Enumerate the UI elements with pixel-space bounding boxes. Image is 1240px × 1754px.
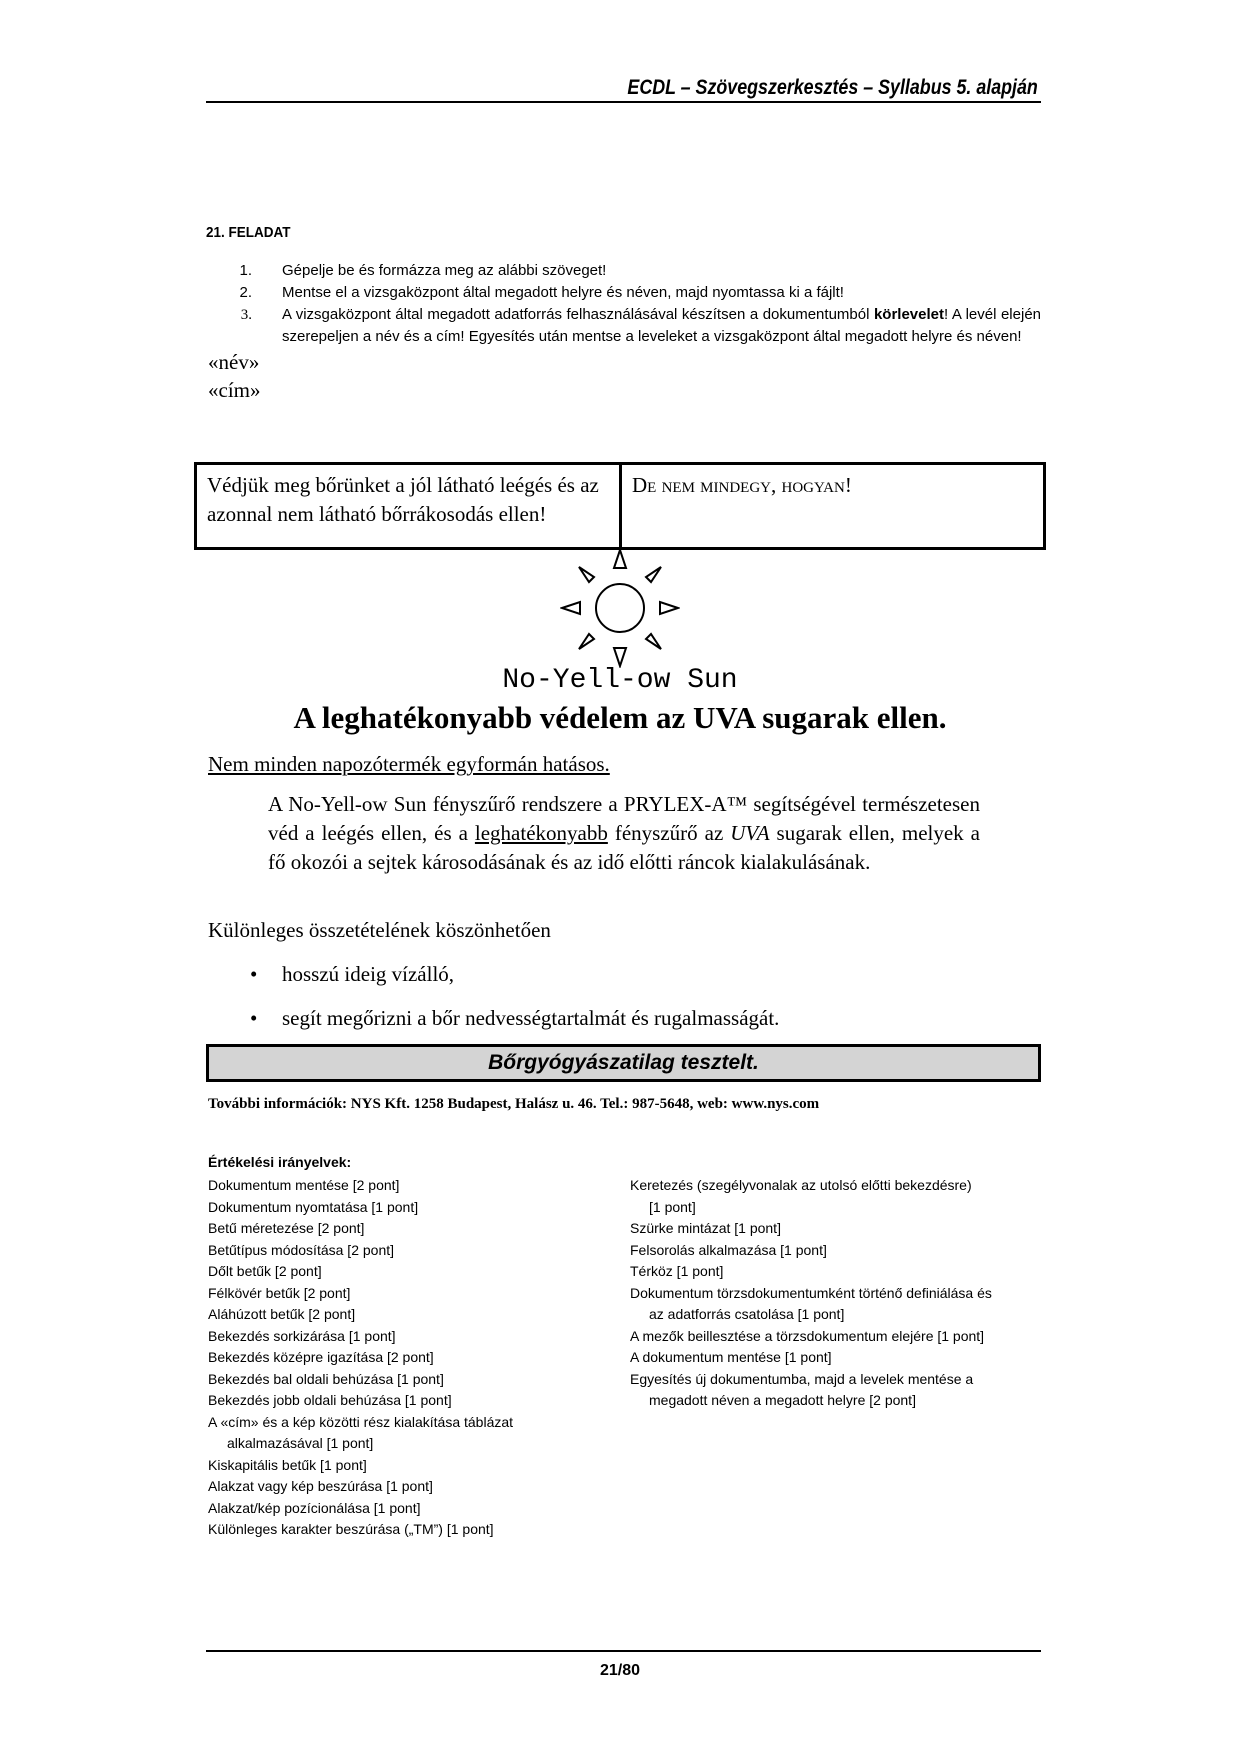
evaluation-item: Dőlt betűk [2 pont] <box>208 1263 322 1279</box>
evaluation-item: Egyesítés új dokumentumba, majd a levelek mentése a <box>630 1370 974 1387</box>
body-text: A No-Yell-ow Sun fényszűrő rendszere a PRYLEX-A™ segítségével természetesen véd a leégés ellen, és a <box>268 792 980 845</box>
evaluation-item: A mezők beillesztése a törzsdokumentum elejére [1 pont] <box>630 1327 985 1344</box>
contact-info: További információk: NYS Kft. 1258 Budapest, Halász u. 46. Tel.: 987-5648, web: www.nys.com <box>208 1096 820 1112</box>
body-underlined-text: leghatékonyabb <box>474 821 608 845</box>
merge-field-name: «név» <box>208 350 260 374</box>
body-text: fényszűrő az <box>607 821 731 845</box>
page-number: 21/80 <box>599 1662 641 1679</box>
evaluation-item-continuation: alkalmazásával [1 pont] <box>227 1435 374 1451</box>
body-text: sugarak ellen, melyek a fő okozói a sejtek károsodásának és az idő előtti ráncok kialakulásának. <box>268 821 980 874</box>
subheading: Nem minden napozótermék egyformán hatásos. <box>208 752 610 776</box>
evaluation-item: Dokumentum nyomtatása [1 pont] <box>208 1198 419 1215</box>
evaluation-item-continuation: az adatforrás csatolása [1 pont] <box>649 1306 845 1322</box>
task-item-number: 2. <box>239 284 252 301</box>
task-item-number: 1. <box>239 262 252 279</box>
merge-field-address: «cím» <box>208 378 261 402</box>
evaluation-item: Betű méretezése [2 pont] <box>208 1220 365 1236</box>
evaluation-item-continuation: megadott néven a megadott helyre [2 pont] <box>649 1392 916 1408</box>
evaluation-title: Értékelési irányelvek: <box>208 1154 352 1170</box>
evaluation-item-continuation: [1 pont] <box>649 1198 696 1215</box>
evaluation-item: Betűtípus módosítása [2 pont] <box>208 1241 395 1258</box>
evaluation-item: Felsorolás alkalmazása [1 pont] <box>630 1241 827 1258</box>
task-list <box>206 260 1041 348</box>
features-intro: Különleges összetételének köszönhetően <box>208 918 551 942</box>
evaluation-item: Dokumentum mentése [2 pont] <box>208 1177 400 1193</box>
task-item-text <box>282 304 1041 348</box>
brand-name: No-Yell-ow Sun <box>502 665 738 696</box>
bullet-icon: • <box>250 962 258 986</box>
evaluation-list-right <box>630 1175 992 1412</box>
evaluation-item: Alakzat vagy kép beszúrása [1 pont] <box>208 1478 433 1494</box>
tested-banner: Bőrgyógyászatilag tesztelt. <box>206 1044 1041 1082</box>
evaluation-item: Bekezdés jobb oldali behúzása [1 pont] <box>208 1392 452 1408</box>
bullet-text: hosszú ideig vízálló, <box>282 962 455 986</box>
table-cell-left: Védjük meg bőrünket a jól látható leégés és az azonnal nem látható bőrrákosodás ellen! <box>197 465 622 547</box>
evaluation-item: Szürke mintázat [1 pont] <box>630 1220 781 1236</box>
body-italic-text: UVA <box>730 821 770 845</box>
page-header-title: ECDL – Szövegszerkesztés – Syllabus 5. alapján <box>627 76 1038 99</box>
task-text-bold: körlevelet <box>873 306 944 323</box>
evaluation-item: Bekezdés bal oldali behúzása [1 pont] <box>208 1370 444 1387</box>
headline: A leghatékonyabb védelem az UVA sugarak ellen. <box>293 700 947 735</box>
bullet-item <box>250 962 454 987</box>
table-cell-right: De nem mindegy, hogyan! <box>632 473 852 497</box>
task-item-number: 3. <box>240 307 252 323</box>
task-item <box>206 260 1041 282</box>
task-title: 21. FELADAT <box>206 224 291 241</box>
bullet-item <box>250 1006 779 1031</box>
evaluation-item: Aláhúzott betűk [2 pont] <box>208 1306 356 1322</box>
header-rule <box>206 101 1041 103</box>
task-text-part: ! A levél elején szerepeljen a név és a cím! Egyesítés után mentse a leveleket a vizsgaközpont által megadott helyre és néven! <box>282 306 1041 345</box>
evaluation-item: Félkövér betűk [2 pont] <box>208 1284 351 1301</box>
evaluation-item: A «cím» és a kép közötti rész kialakítása táblázat <box>208 1413 514 1430</box>
evaluation-item: Bekezdés sorkizárása [1 pont] <box>208 1327 396 1344</box>
bullet-icon: • <box>250 1006 258 1030</box>
evaluation-item: Térköz [1 pont] <box>630 1263 724 1279</box>
task-item <box>206 282 1041 304</box>
evaluation-item: A dokumentum mentése [1 pont] <box>630 1349 832 1365</box>
evaluation-list-left <box>208 1175 513 1541</box>
evaluation-item: Kiskapitális betűk [1 pont] <box>208 1456 367 1473</box>
footer-rule <box>206 1650 1041 1652</box>
evaluation-item: Dokumentum törzsdokumentumként történő definiálása és <box>630 1284 992 1301</box>
evaluation-item: Alakzat/kép pozícionálása [1 pont] <box>208 1499 421 1516</box>
bullet-text: segít megőrizni a bőr nedvességtartalmát és rugalmasságát. <box>282 1006 780 1030</box>
task-item-text: Gépelje be és formázza meg az alábbi szöveget! <box>282 262 607 279</box>
evaluation-item: Keretezés (szegélyvonalak az utolsó előtti bekezdésre) <box>630 1177 972 1193</box>
sun-icon <box>560 548 680 668</box>
task-item-text: Mentse el a vizsgaközpont által megadott helyre és néven, majd nyomtassa ki a fájlt! <box>282 284 844 301</box>
task-text-part: A vizsgaközpont által megadott adatforrás felhasználásával készítsen a dokumentumból <box>282 306 874 323</box>
evaluation-item: Bekezdés középre igazítása [2 pont] <box>208 1349 434 1365</box>
evaluation-item: Különleges karakter beszúrása („TM”) [1 pont] <box>208 1521 494 1537</box>
task-item <box>206 304 1041 348</box>
body-paragraph <box>268 790 980 877</box>
slogan-table <box>194 462 1046 550</box>
